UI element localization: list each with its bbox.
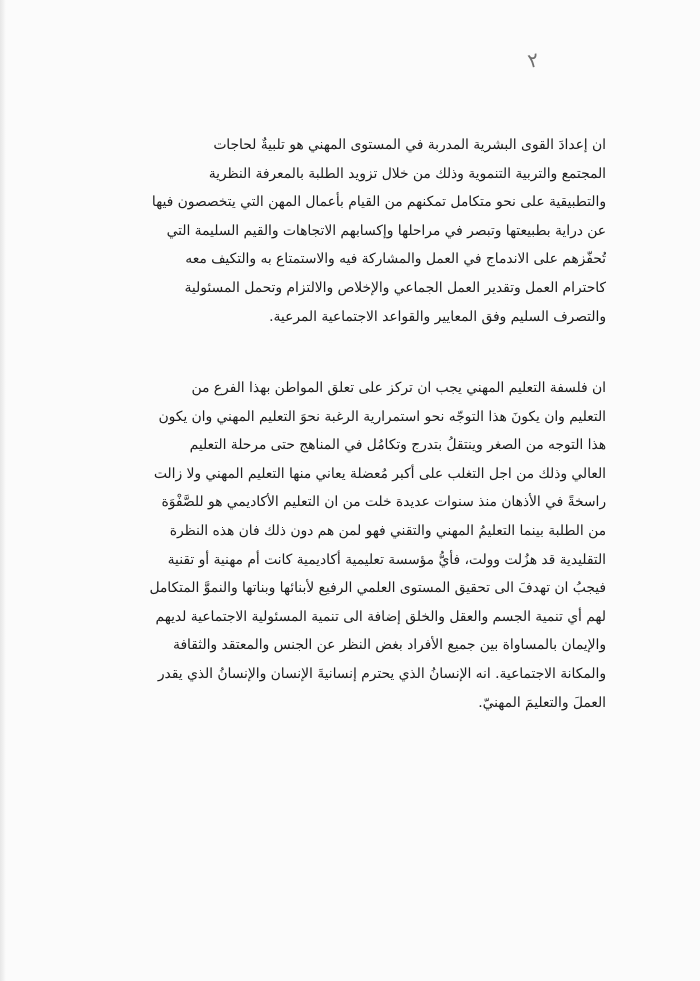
paragraph-line: من الطلبة بينما التعليمُ المهني والتقني فهو لمن هم دون ذلك فان هذه النظرة [169, 522, 606, 539]
paragraph-line: والتطبيقية على نحو متكامل تمكنهم من القيام بأعمال المهن التي يتخصصون فيها [151, 194, 606, 211]
paragraph-line: العملَ والتعليمَ المهنيّ. [478, 694, 606, 711]
paragraph-line: هذا التوجه من الصغر وينتقلُ بتدرج وتكامُل في المناهج حتى مرحلة التعليم [189, 437, 606, 454]
paragraph-line: العالي وذلك من اجل التغلب على أكبر مُعضلة يعاني منها التعليم المهني ولا زالت [153, 465, 606, 482]
paragraph-line: كاحترام العمل وتقدير العمل الجماعي والإخلاص والالتزام وتحمل المسئولية [184, 279, 606, 296]
paragraph-line: راسخةً في الأذهان منذ سنوات عديدة خلت من ان التعليم الأكاديمي هو للصَّفْوَة [161, 494, 606, 511]
paragraph-line: عن دراية بطبيعتها وتبصر في مراحلها وإكسابهم الاتجاهات والقيم السليمة التي [166, 222, 606, 239]
page-edge-shadow [0, 0, 6, 981]
paragraph-line: ان إعدادَ القوى البشرية المدربة في المستوى المهني هو تلبيةٌ لحاجات [213, 137, 606, 153]
paragraph-line: المجتمع والتربية التنموية وذلك من خلال تزويد الطلبة بالمعرفة النظرية [208, 165, 606, 182]
paragraph-line: لهم أي تنمية الجسم والعقل والخلق إضافة الى تنمية المسئولية الاجتماعية لديهم [155, 608, 606, 625]
paragraph-line: تُحفّزهم على الاندماج في العمل والمشاركة فيه والاستمتاع به والتكيف معه [185, 251, 606, 268]
paragraph-line: ان فلسفة التعليم المهني يجب ان تركز على تعلق المواطن بهذا الفرع من [191, 380, 606, 396]
paragraph-line: التعليم وان يكونَ هذا التوجّه نحو استمرارية الرغبة نحوَ التعليم المهني وان يكون [158, 408, 606, 425]
paragraph-line: والإيمان بالمساواة بين جميع الأفراد بغض النظر عن الجنس والمعتقد والثقافة [173, 637, 606, 654]
paragraph-line: والتصرف السليم وفق المعايير والقواعد الاجتماعية المرعية. [269, 308, 606, 325]
paragraph-2 [96, 374, 606, 717]
paragraph-line: التقليدية قد هزُلت وولت، فأيُّ مؤسسة تعليمية أكاديمية كانت أم مهنية أو تقنية [167, 551, 606, 568]
paragraph-1 [96, 131, 606, 331]
paragraph-line: والمكانة الاجتماعية. انه الإنسانُ الذي يحترم إنسانيةَ الإنسان والإنسانُ الذي يقدر [157, 665, 606, 682]
paragraph-line: فيجبُ ان تهدفَ الى تحقيق المستوى العلمي الرفيع لأبنائها وبناتها والنموَّ المتكامل [149, 580, 606, 597]
page-number-mark: ٢ [525, 47, 542, 73]
